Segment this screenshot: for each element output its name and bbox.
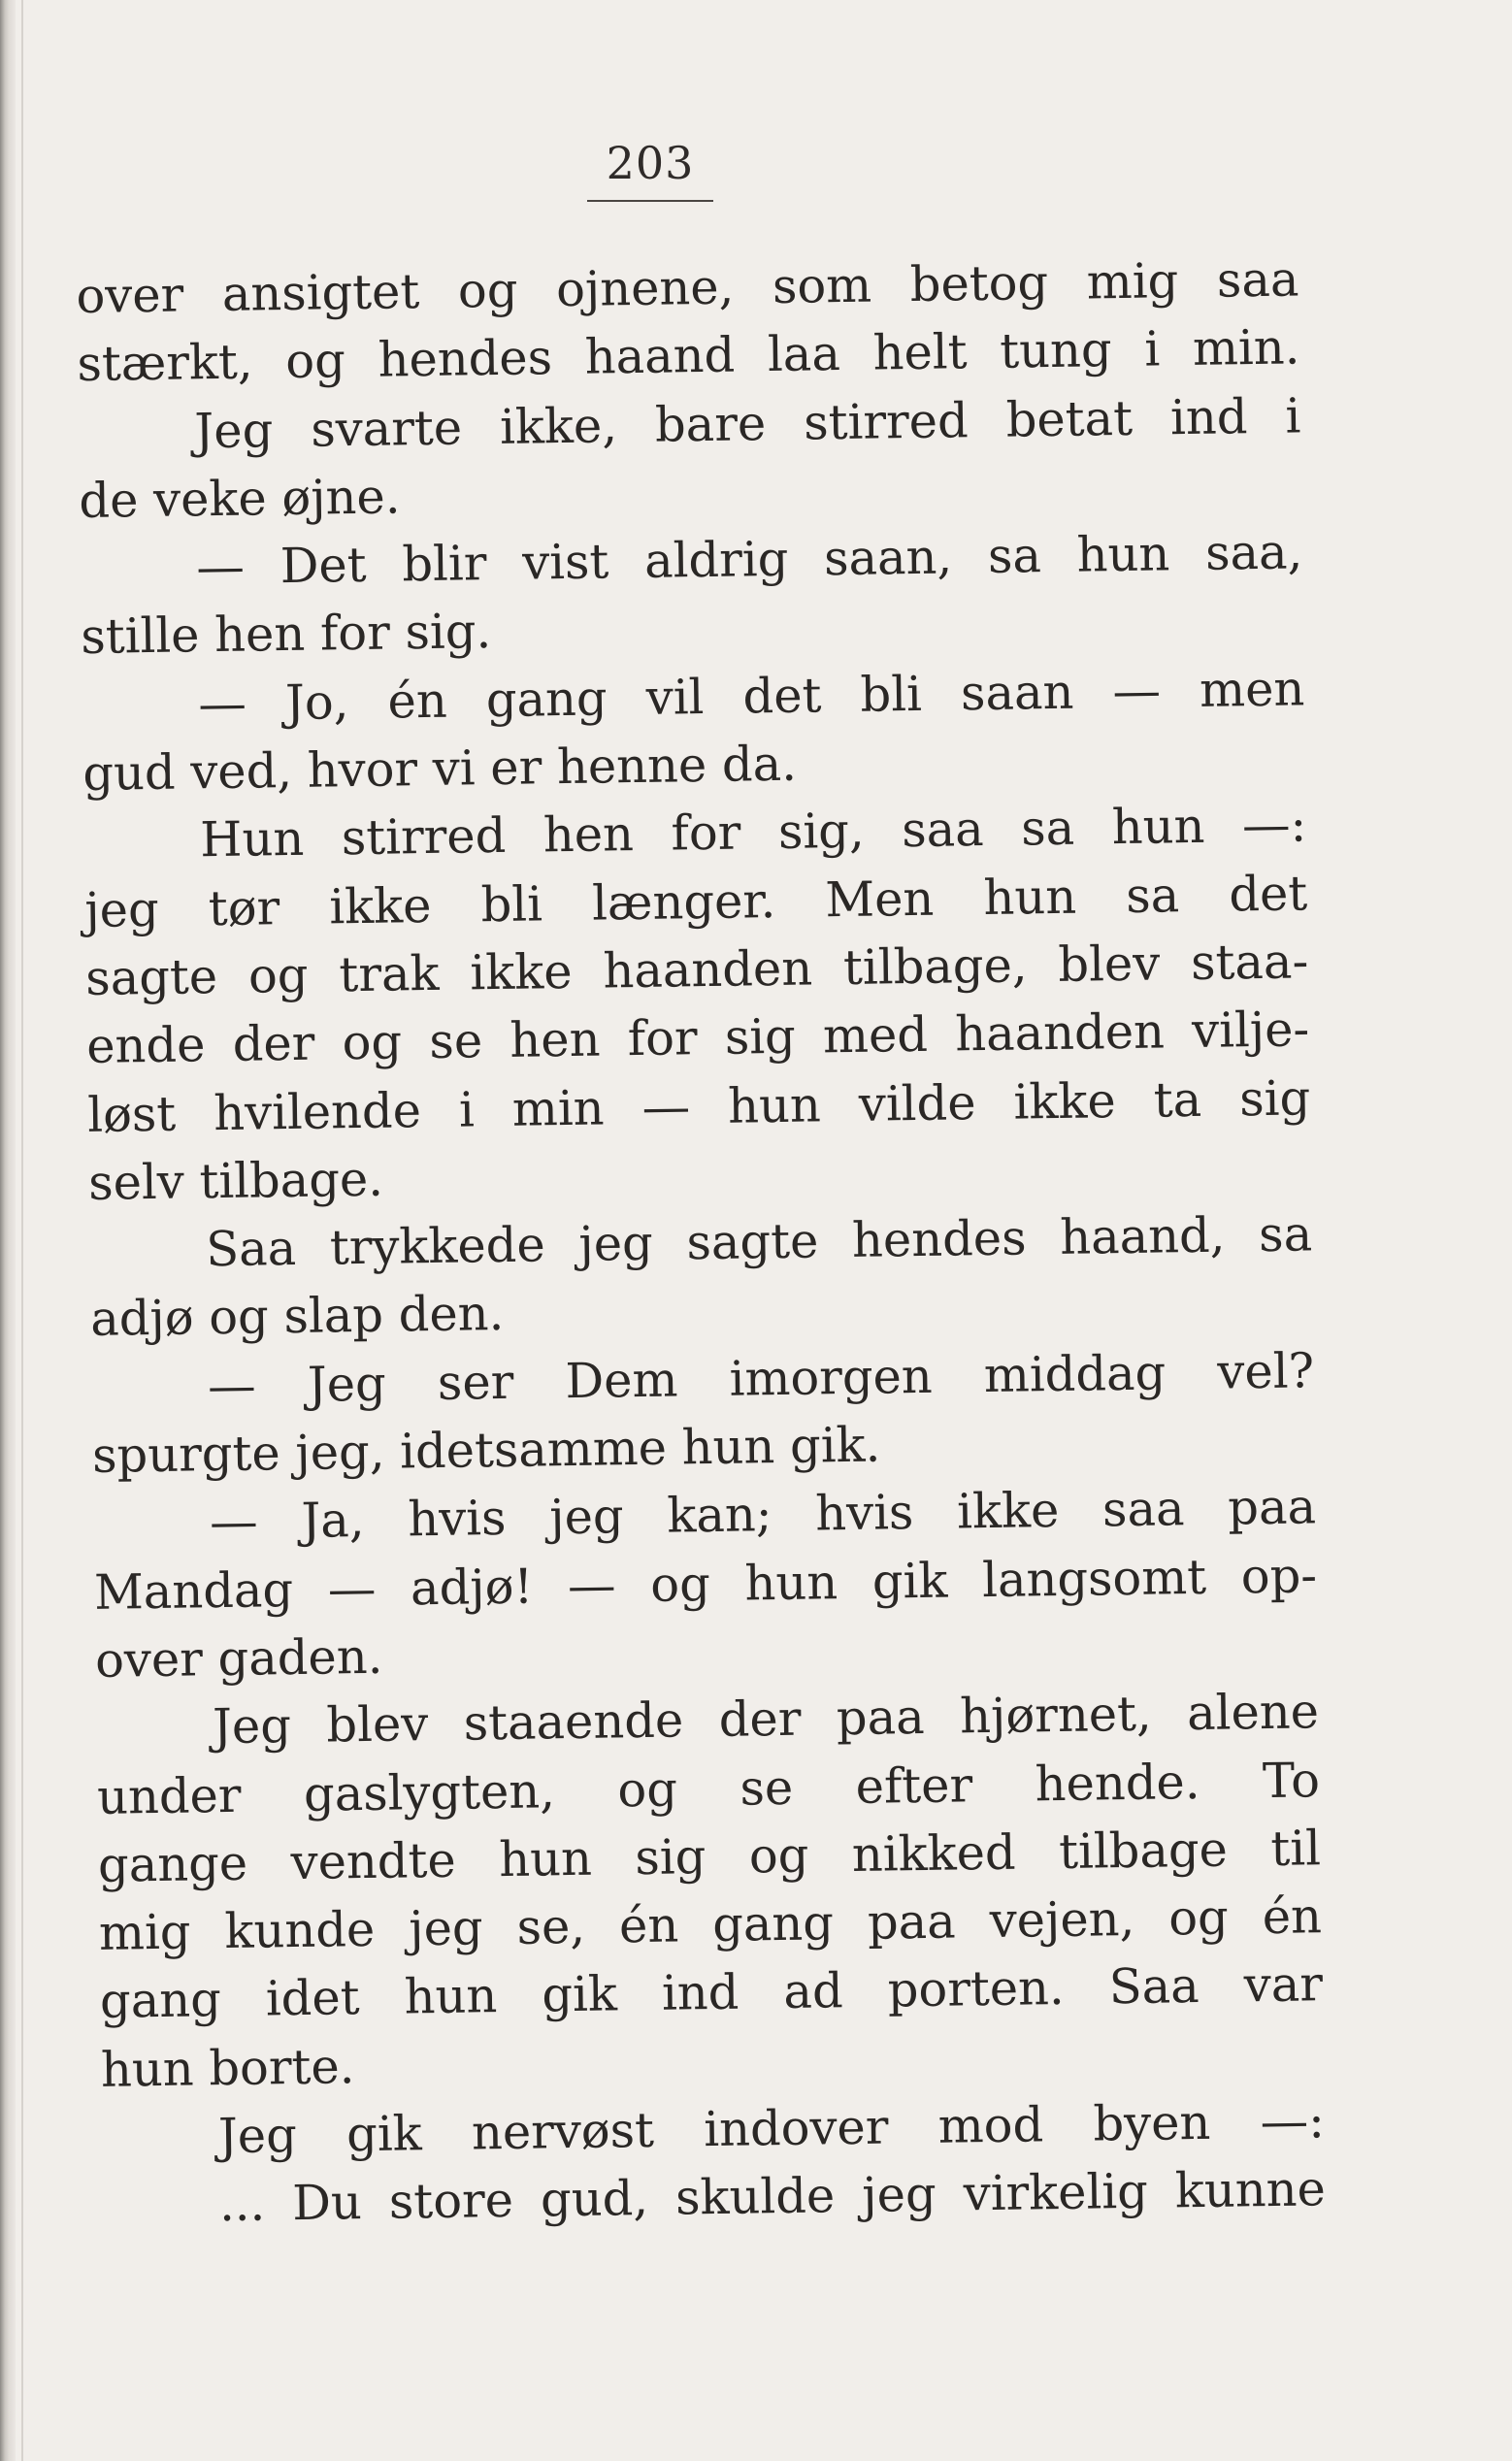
text-line: spurgte jeg, idetsamme hun gik. [91,1416,881,1484]
text-line: under gaslygten, og se efter hende. To [96,1751,1321,1825]
text-line: — Ja, hvis jeg kan; hvis ikke saa paa [209,1478,1317,1551]
text-line: hun borte. [100,2037,355,2098]
text-line: Mandag — adjø! — og hun gik langsomt op- [93,1546,1318,1621]
text-line: gud ved, hvor vi er henne da. [82,735,798,803]
text-line: stille hen for sig. [80,603,492,666]
text-line: Jeg blev staaende der paa hjørnet, alene [212,1683,1320,1756]
text-line: over ansigtet og ojnene, som betog mig saa [76,250,1299,324]
text-line: adjø og slap den. [89,1285,505,1348]
header-rule [587,200,713,202]
text-line: — Jeg ser Dem imorgen middag vel? [207,1342,1315,1414]
page-body-text [76,245,1326,2240]
text-line: selv tilbage. [87,1150,384,1211]
text-line: Saa trykkede jeg sagte hendes haand, sa [205,1205,1313,1278]
text-line: Hun stirred hen for sig, saa sa hun —: [199,796,1307,869]
text-line: mig kunde jeg se, én gang paa vejen, og én [98,1887,1323,1961]
text-line: gang idet hun gik ind ad porten. Saa var [99,1955,1324,2030]
text-line: Jeg gik nervøst indover mod byen —: [217,2092,1326,2165]
text-line: ... Du store gud, skulde jeg virkelig kunne [218,2160,1327,2233]
text-line: Jeg svarte ikke, bare stirred betat ind i [194,386,1301,459]
page-number: 203 [606,137,695,189]
text-line: sagte og trak ikke haanden tilbage, blev staa- [84,933,1309,1006]
text-line: — Jo, én gang vil det bli saan — men [197,660,1305,733]
text-line: stærkt, og hendes haand laa helt tung i min. [77,318,1300,393]
text-line: løst hvilende i min — hun vilde ikke ta sig [86,1068,1311,1143]
text-line: over gaden. [94,1627,383,1689]
text-line: de veke øjne. [79,468,401,529]
text-line: ende der og se hen for sig med haanden vilje- [85,1001,1310,1075]
text-line: jeg tør ikke bli længer. Men hun sa det [83,865,1308,938]
text-line: gange vendte hun sig og nikked tilbage til [97,1820,1322,1893]
page-header [582,134,718,202]
text-line: — Det blir vist aldrig saan, sa hun saa, [195,523,1303,596]
